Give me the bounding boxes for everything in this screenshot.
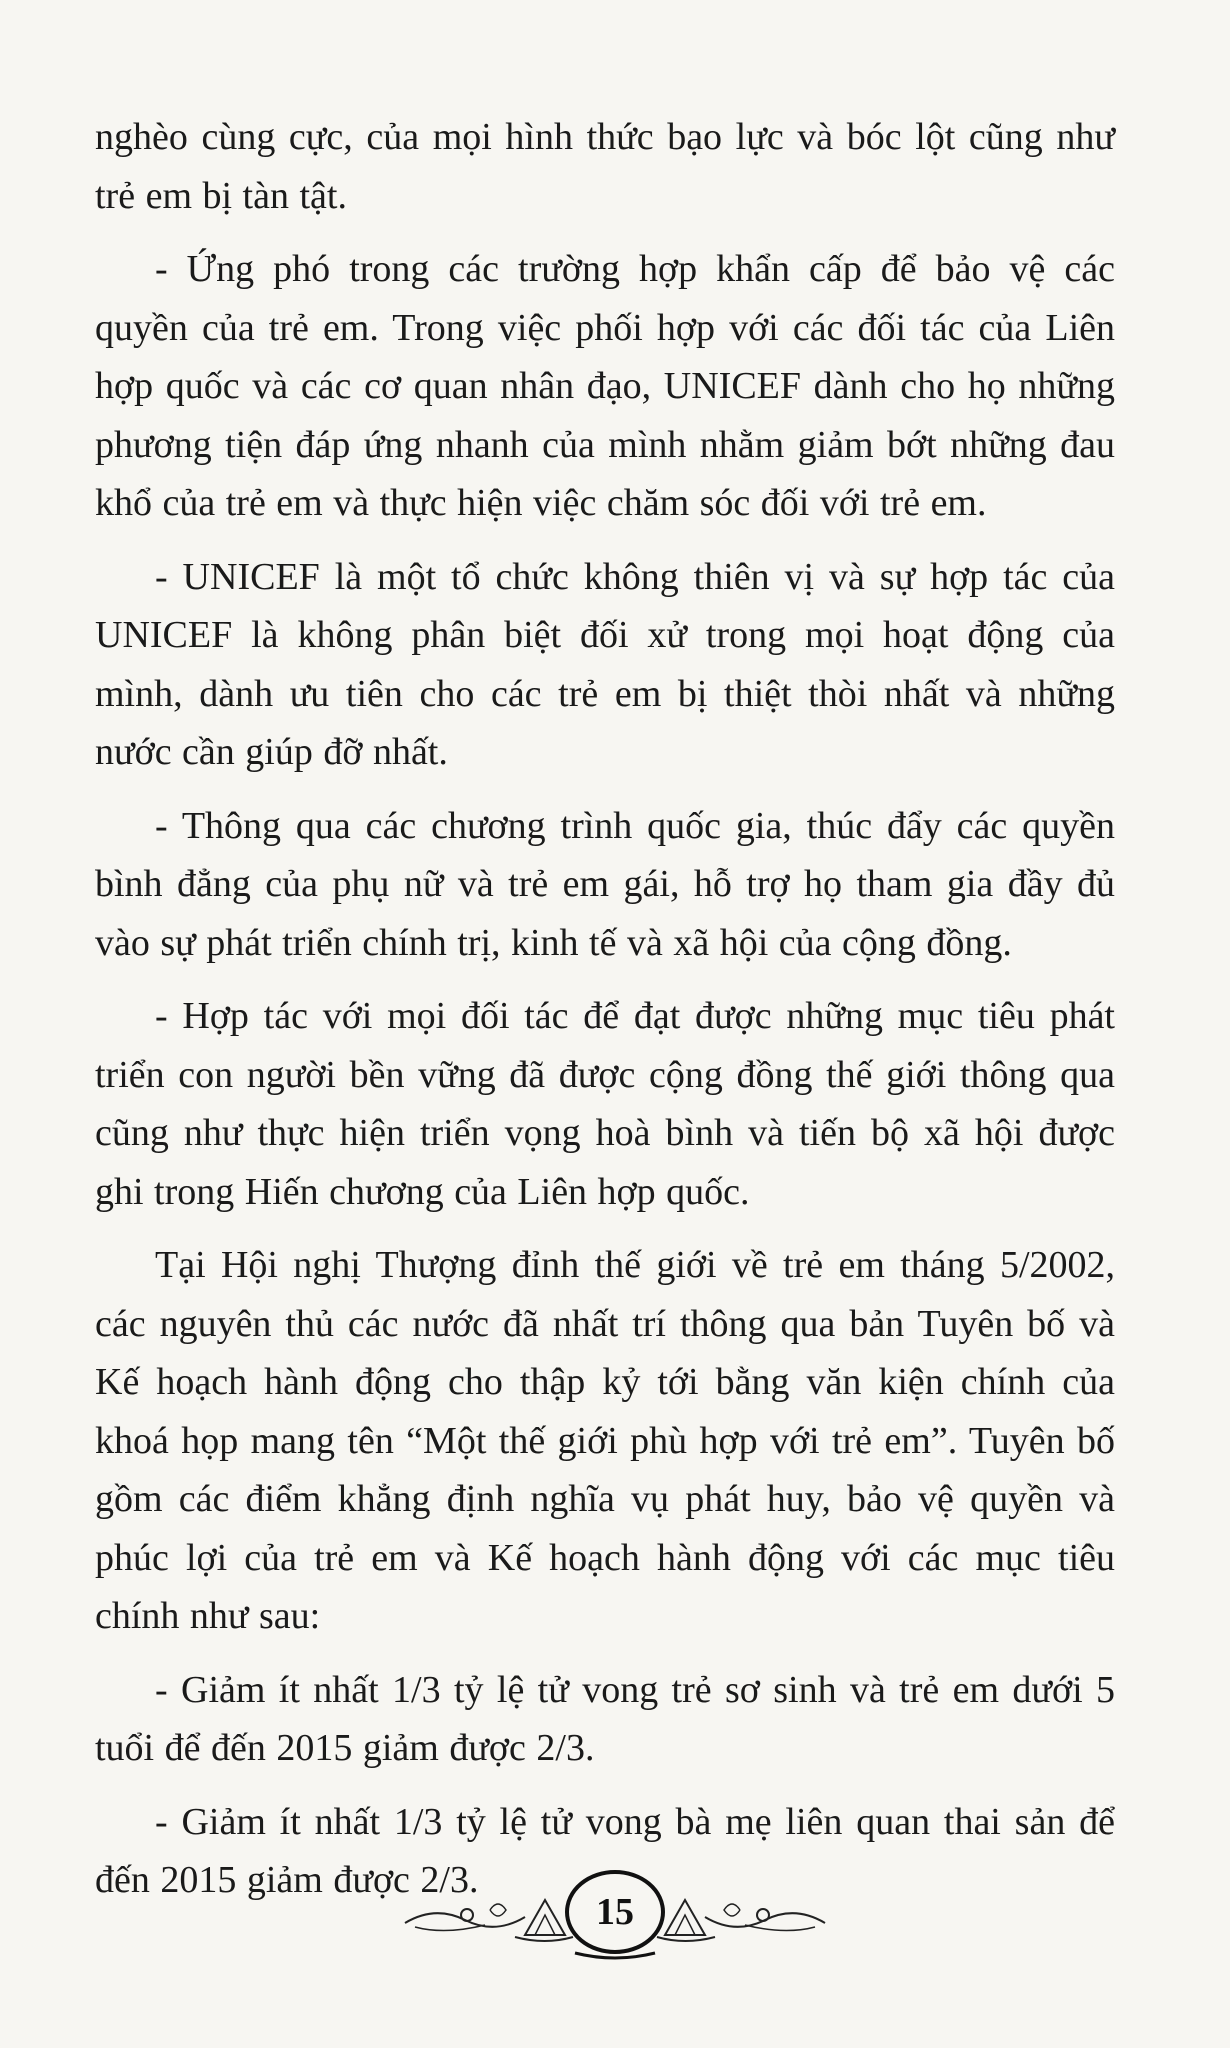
page-number: 15 [596, 1891, 634, 1933]
paragraph-goal-child-mortality: - Giảm ít nhất 1/3 tỷ lệ tử vong trẻ sơ sinh và trẻ em dưới 5 tuổi để đến 2015 giảm được 2/3. [95, 1668, 1115, 1769]
paragraph-continuation: nghèo cùng cực, của mọi hình thức bạo lực và bóc lột cũng như trẻ em bị tàn tật. [95, 116, 1115, 217]
paragraph-cooperation: - Hợp tác với mọi đối tác để đạt được những mục tiêu phát triển con người bền vững đã được cộng đồng thế giới thông qua cũng như thực hiện triển vọng hoà bình và tiến bộ xã hội được ghi trong Hiến chương của Liên hợp quốc. [95, 995, 1115, 1213]
paragraph-gender-equality: - Thông qua các chương trình quốc gia, thúc đẩy các quyền bình đẳng của phụ nữ và trẻ em gái, hỗ trợ họ tham gia đầy đủ vào sự phát triển chính trị, kinh tế và xã hội của cộng đồng. [95, 804, 1115, 964]
paragraph-goal-maternal-mortality: - Giảm ít nhất 1/3 tỷ lệ tử vong bà mẹ liên quan thai sản để đến 2015 giảm được 2/3. [95, 1800, 1115, 1901]
paragraph-emergency-response: - Ứng phó trong các trường hợp khẩn cấp để bảo vệ các quyền của trẻ em. Trong việc phối hợp với các đối tác của Liên hợp quốc và các cơ quan nhân đạo, UNICEF dành cho họ những phương tiện đáp ứng nhanh của mình nhằm giảm bớt những đau khổ của trẻ em và thực hiện việc chăm sóc đối với trẻ em. [95, 248, 1115, 524]
paragraph-world-summit: Tại Hội nghị Thượng đỉnh thế giới về trẻ em tháng 5/2002, các nguyên thủ các nước đã nhất trí thông qua bản Tuyên bố và Kế hoạch hành động cho thập kỷ tới bằng văn kiện chính của khoá họp mang tên “Một thế giới phù hợp với trẻ em”. Tuyên bố gồm các điểm khẳng định nghĩa vụ phát huy, bảo vệ quyền và phúc lợi của trẻ em và Kế hoạch hành động với các mục tiêu chính như sau: [95, 1244, 1115, 1637]
page-body [95, 108, 1115, 1925]
paragraph-unicef-impartial: - UNICEF là một tổ chức không thiên vị và sự hợp tác của UNICEF là không phân biệt đối xử trong mọi hoạt động của mình, dành ưu tiên cho các trẻ em bị thiệt thòi nhất và những nước cần giúp đỡ nhất. [95, 555, 1115, 773]
page-footer [395, 1865, 835, 1965]
